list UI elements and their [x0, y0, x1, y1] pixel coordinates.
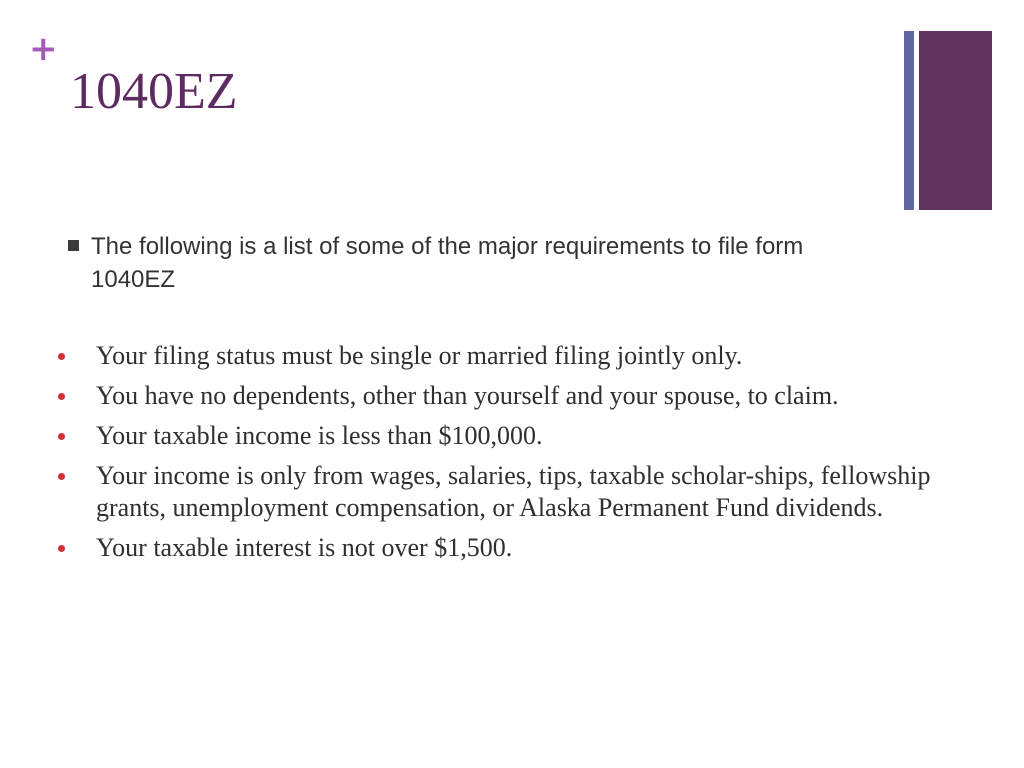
accent-bar-thick [919, 31, 992, 210]
requirement-text: You have no dependents, other than yourself and your spouse, to claim. [96, 381, 839, 410]
bullet-dot-icon [58, 473, 65, 480]
bullet-dot-icon [58, 433, 65, 440]
requirement-text: Your taxable income is less than $100,000. [96, 421, 543, 450]
requirement-item [56, 532, 986, 564]
plus-icon: + [29, 29, 58, 69]
requirement-item [56, 460, 986, 524]
slide-title: 1040EZ [70, 63, 238, 120]
requirements-list [56, 340, 986, 572]
intro-paragraph [68, 230, 888, 296]
accent-bar-thin [904, 31, 914, 210]
requirement-text: Your filing status must be single or married filing jointly only. [96, 341, 743, 370]
requirement-item [56, 340, 986, 372]
bullet-dot-icon [58, 353, 65, 360]
requirement-item [56, 420, 986, 452]
bullet-dot-icon [58, 393, 65, 400]
intro-text: The following is a list of some of the major requirements to file form 1040EZ [91, 233, 804, 293]
square-bullet-icon [68, 240, 79, 251]
requirement-text: Your income is only from wages, salaries, tips, taxable scholar-ships, fellowship grants, unemployment compensation, or Alaska Permanent Fund dividends. [96, 461, 931, 522]
requirement-text: Your taxable interest is not over $1,500. [96, 533, 513, 562]
bullet-dot-icon [58, 545, 65, 552]
requirement-item [56, 380, 986, 412]
